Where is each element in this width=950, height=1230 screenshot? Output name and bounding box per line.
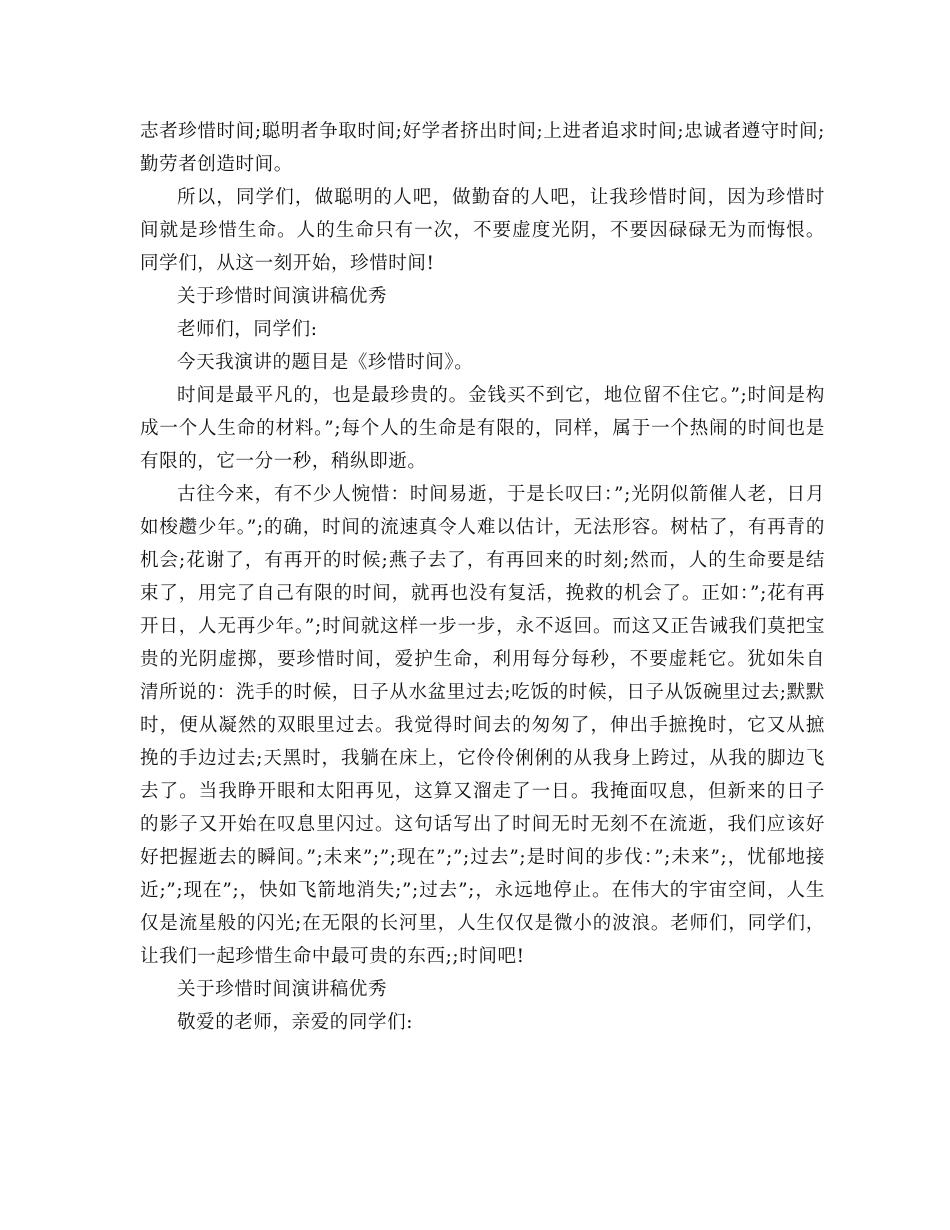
paragraph-4: 时间是最平凡的，也是最珍贵的。金钱买不到它，地位留不住它。”;时间是构成一个人生命的材料。”;每个人的生命是有限的，同样，属于一个热闹的时间也是有限的，它一分一秒，稍纵即逝。	[140, 385, 825, 472]
paragraph-1: 志者珍惜时间;聪明者争取时间;好学者挤出时间;上进者追求时间;忠诚者遵守时间;勤劳者创造时间。	[140, 121, 825, 175]
salutation-1: 老师们，同学们:	[177, 319, 318, 340]
salutation-2: 敬爱的老师，亲爱的同学们:	[177, 1012, 414, 1033]
paragraph-5: 古往今来，有不少人惋惜：时间易逝，于是长叹曰：”;光阴似箭催人老，日月如梭趱少年。”;的确，时间的流速真令人难以估计，无法形容。树枯了，有再青的机会;花谢了，有再开的时候;燕子去了，有再回来的时刻;然而，人的生命要是结束了，用完了自己有限的时间，就再也没有复活，挽救的机会了。正如：”;花有再开日，人无再少年。”;时间就这样一步一步，永不返回。而这又正告诫我们莫把宝贵的光阴虚掷，要珍惜时间，爱护生命，利用每分每秒，不要虚耗它。犹如朱自清所说的：洗手的时候，日子从水盆里过去;吃饭的时候，日子从饭碗里过去;默默时，便从凝然的双眼里过去。我觉得时间去的匆匆了，伸出手摭挽时，它又从摭挽的手边过去;天黑时，我躺在床上，它伶伶俐俐的从我身上跨过，从我的脚边飞去了。当我睁开眼和太阳再见，这算又溜走了一日。我掩面叹息，但新来的日子的影子又开始在叹息里闪过。这句话写出了时间无时无刻不在流逝，我们应该好好把握逝去的瞬间。”;未来”;”;现在”;”;过去”;是时间的步伐：”;未来”;，忧郁地接近;”;现在”;，快如飞箭地消失;”;过去”;，永远地停止。在伟大的宇宙空间，人生仅是流星般的闪光;在无限的长河里，人生仅仅是微小的波浪。老师们，同学们，让我们一起珍惜生命中最可贵的东西;;时间吧!	[140, 484, 825, 967]
section-heading-2: 关于珍惜时间演讲稿优秀	[177, 979, 388, 1000]
document-body	[140, 115, 825, 1039]
section-heading-1: 关于珍惜时间演讲稿优秀	[177, 286, 388, 307]
paragraph-2: 所以，同学们，做聪明的人吧，做勤奋的人吧，让我珍惜时间，因为珍惜时间就是珍惜生命。人的生命只有一次，不要虚度光阴，不要因碌碌无为而悔恨。同学们，从这一刻开始，珍惜时间!	[140, 187, 825, 274]
paragraph-3: 今天我演讲的题目是《珍惜时间》。	[177, 352, 474, 373]
